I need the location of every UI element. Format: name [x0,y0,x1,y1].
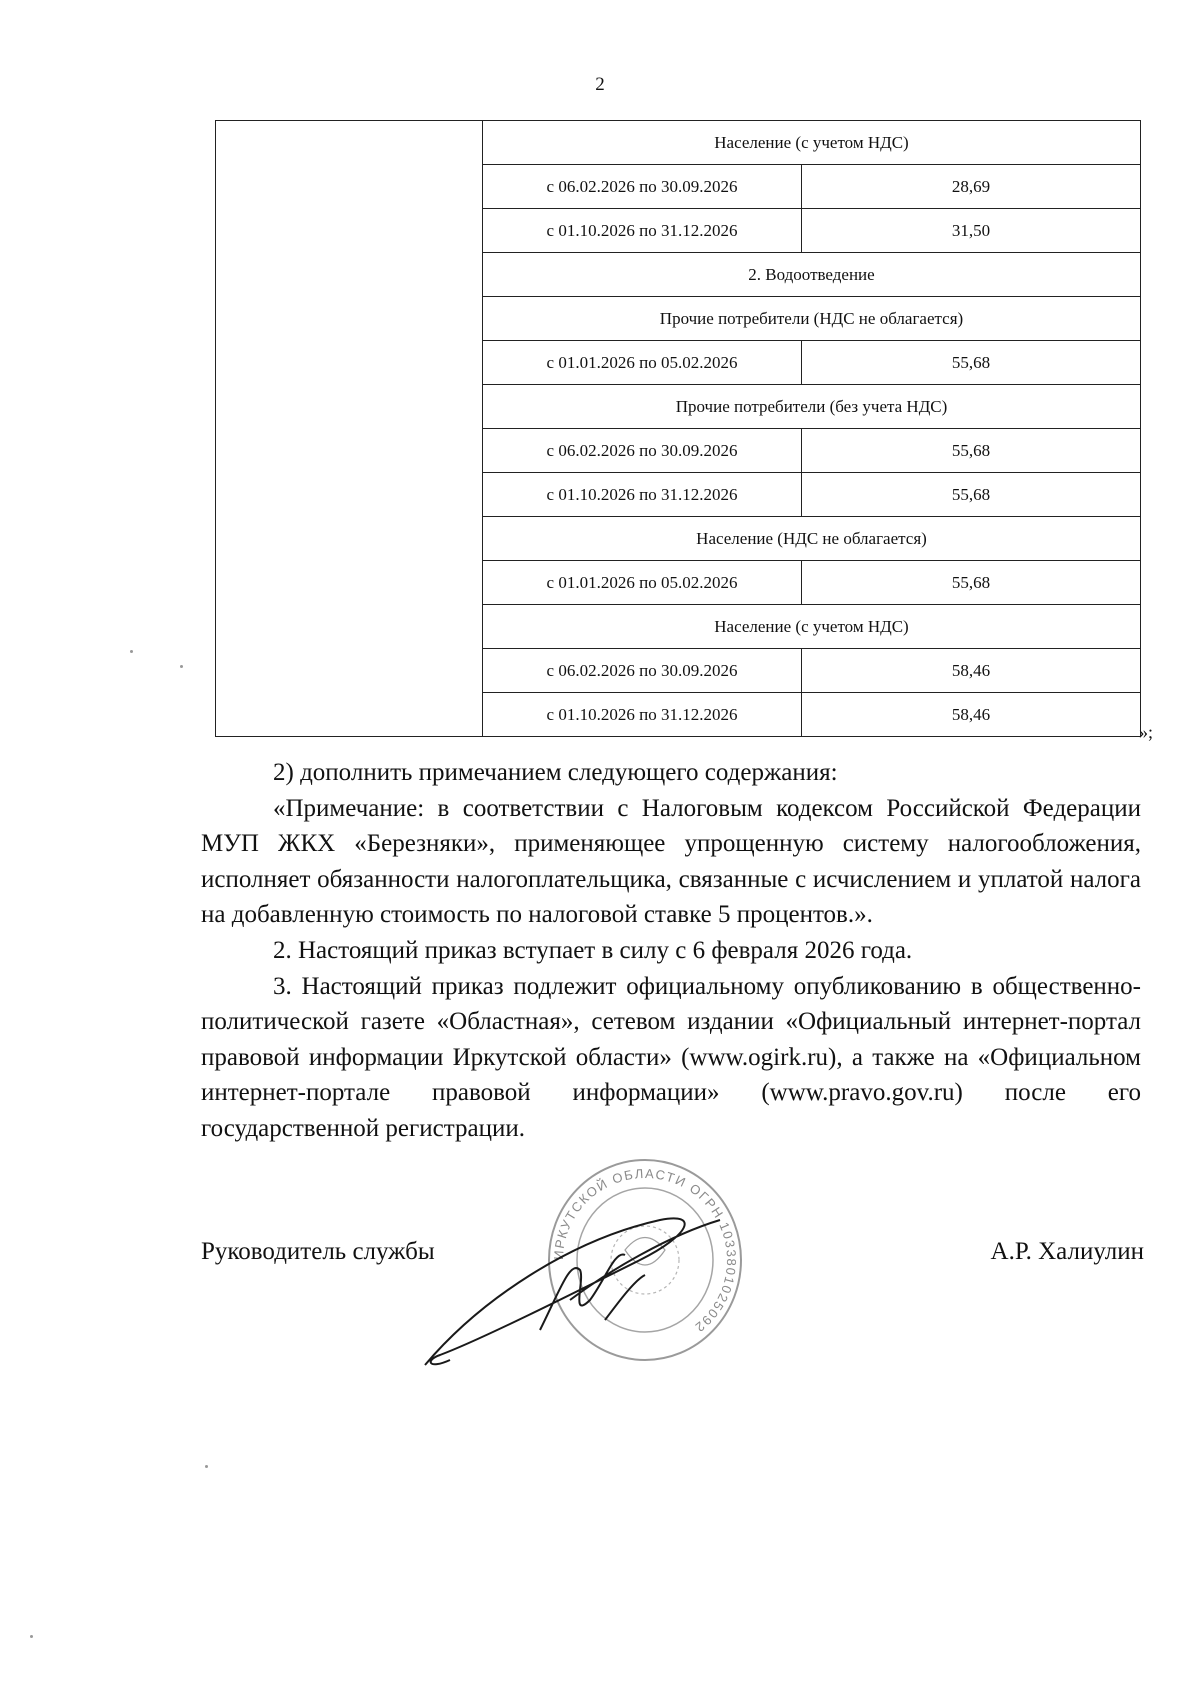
tariff-value-cell: 55,68 [802,561,1141,605]
tariff-value-cell: 31,50 [802,209,1141,253]
scan-speck [180,665,183,668]
signatory-name: А.Р. Халиулин [990,1238,1144,1265]
period-cell: с 06.02.2026 по 30.09.2026 [483,649,802,693]
tariff-value-cell: 55,68 [802,429,1141,473]
table-closing-mark: »; [1139,722,1154,742]
scan-speck [30,1635,33,1638]
section-header-cell: Прочие потребители (НДС не облагается) [483,297,1141,341]
section-header-cell: Население (с учетом НДС) [483,121,1141,165]
paragraph-note: «Примечание: в соответствии с Налоговым кодексом Российской Федерации МУП ЖКХ «Березняки», применяющее упрощенную систему налогообложения, исполняет обязанности налогоплательщика, связанные с исчислением и уплатой налога на добавленную стоимость по налоговой ставке 5 процентов.». [201,794,1141,929]
table-section-row [216,121,1141,165]
tariff-value-cell: 58,46 [802,693,1141,737]
section-header-cell: Население (НДС не облагается) [483,517,1141,561]
period-cell: с 06.02.2026 по 30.09.2026 [483,429,802,473]
tariff-table [215,120,1141,737]
page-number: 2 [595,74,605,95]
period-cell: с 06.02.2026 по 30.09.2026 [483,165,802,209]
scan-speck [205,1465,208,1468]
section-header-cell: 2. Водоотведение [483,253,1141,297]
handwritten-signature [420,1180,750,1390]
paragraph-addition: 2) дополнить примечанием следующего содержания: [273,759,838,786]
tariff-value-cell: 55,68 [802,473,1141,517]
period-cell: с 01.10.2026 по 31.12.2026 [483,209,802,253]
signatory-title: Руководитель службы [201,1238,435,1265]
section-header-cell: Прочие потребители (без учета НДС) [483,385,1141,429]
tariff-value-cell: 28,69 [802,165,1141,209]
section-header-cell: Население (с учетом НДС) [483,605,1141,649]
period-cell: с 01.10.2026 по 31.12.2026 [483,693,802,737]
scan-speck [130,650,133,653]
period-cell: с 01.01.2026 по 05.02.2026 [483,341,802,385]
paragraph-publication: 3. Настоящий приказ подлежит официальному опубликованию в общественно-политической газете «Областная», сетевом издании «Официальный интернет-портал правовой информации Иркутской области» (www.ogirk.ru), а также на «Официальном интернет-портале правовой информации» (www.pravo.gov.ru) после его государственной регистрации. [201,972,1141,1142]
period-cell: с 01.10.2026 по 31.12.2026 [483,473,802,517]
svg-text:ИРКУТСКОЙ ОБЛАСТИ ОГРН 1033801: ИРКУТСКОЙ ОБЛАСТИ ОГРН 1033801025092 [550,1165,740,1336]
document-body [201,755,1141,1147]
paragraph-effective-date: 2. Настоящий приказ вступает в силу с 6 февраля 2026 года. [273,936,913,964]
tariff-value-cell: 58,46 [802,649,1141,693]
period-cell: с 01.01.2026 по 05.02.2026 [483,561,802,605]
table-empty-column [216,121,483,737]
tariff-value-cell: 55,68 [802,341,1141,385]
